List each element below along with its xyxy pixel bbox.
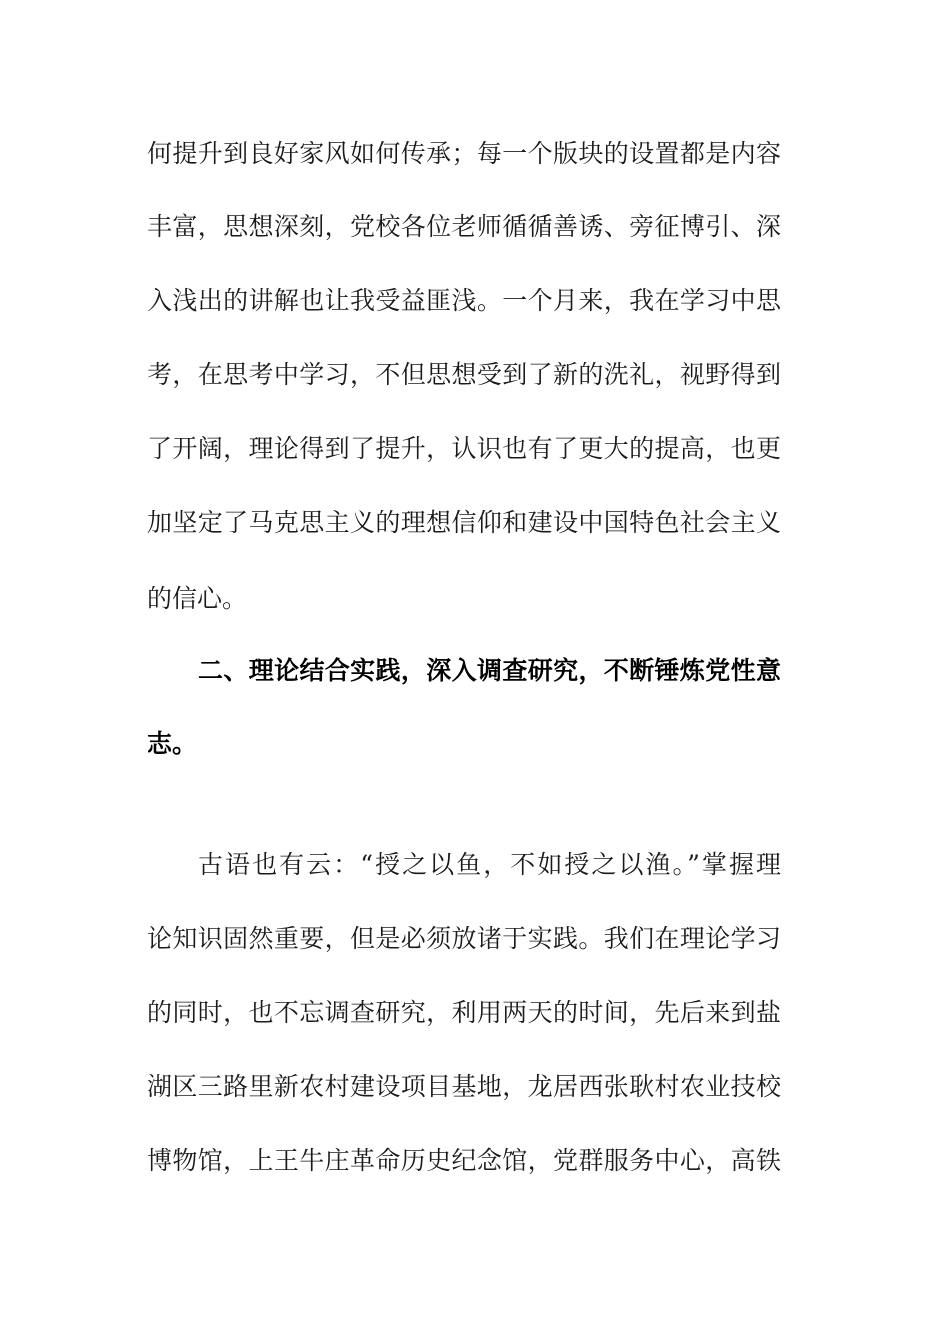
body-text-line: 考，在思考中学习，不但思想受到了新的洗礼，视野得到 bbox=[147, 360, 781, 389]
body-text-line: 的信心。 bbox=[147, 584, 248, 613]
body-text-line: 古语也有云：“授之以鱼，不如授之以渔。”掌握理 bbox=[198, 850, 781, 879]
section-heading: 志。 bbox=[147, 729, 198, 758]
body-text-line: 的同时，也不忘调查研究，利用两天的时间，先后来到盐 bbox=[147, 998, 781, 1027]
body-text-line: 入浅出的讲解也让我受益匪浅。一个月来，我在学习中思 bbox=[147, 286, 781, 315]
body-text-line: 论知识固然重要，但是必须放诸于实践。我们在理论学习 bbox=[147, 924, 781, 953]
body-text-line: 何提升到良好家风如何传承；每一个版块的设置都是内容 bbox=[147, 139, 781, 168]
body-text-line: 博物馆，上王牛庄革命历史纪念馆，党群服务中心，高铁 bbox=[147, 1146, 781, 1175]
body-text-line: 湖区三路里新农村建设项目基地，龙居西张耿村农业技校 bbox=[147, 1072, 781, 1101]
body-text-line: 加坚定了马克思主义的理想信仰和建设中国特色社会主义 bbox=[147, 508, 781, 537]
section-heading: 二、理论结合实践，深入调查研究，不断锤炼党性意 bbox=[198, 656, 781, 685]
body-text-line: 了开阔，理论得到了提升，认识也有了更大的提高，也更 bbox=[147, 434, 781, 463]
body-text-line: 丰富，思想深刻，党校各位老师循循善诱、旁征博引、深 bbox=[147, 212, 781, 241]
